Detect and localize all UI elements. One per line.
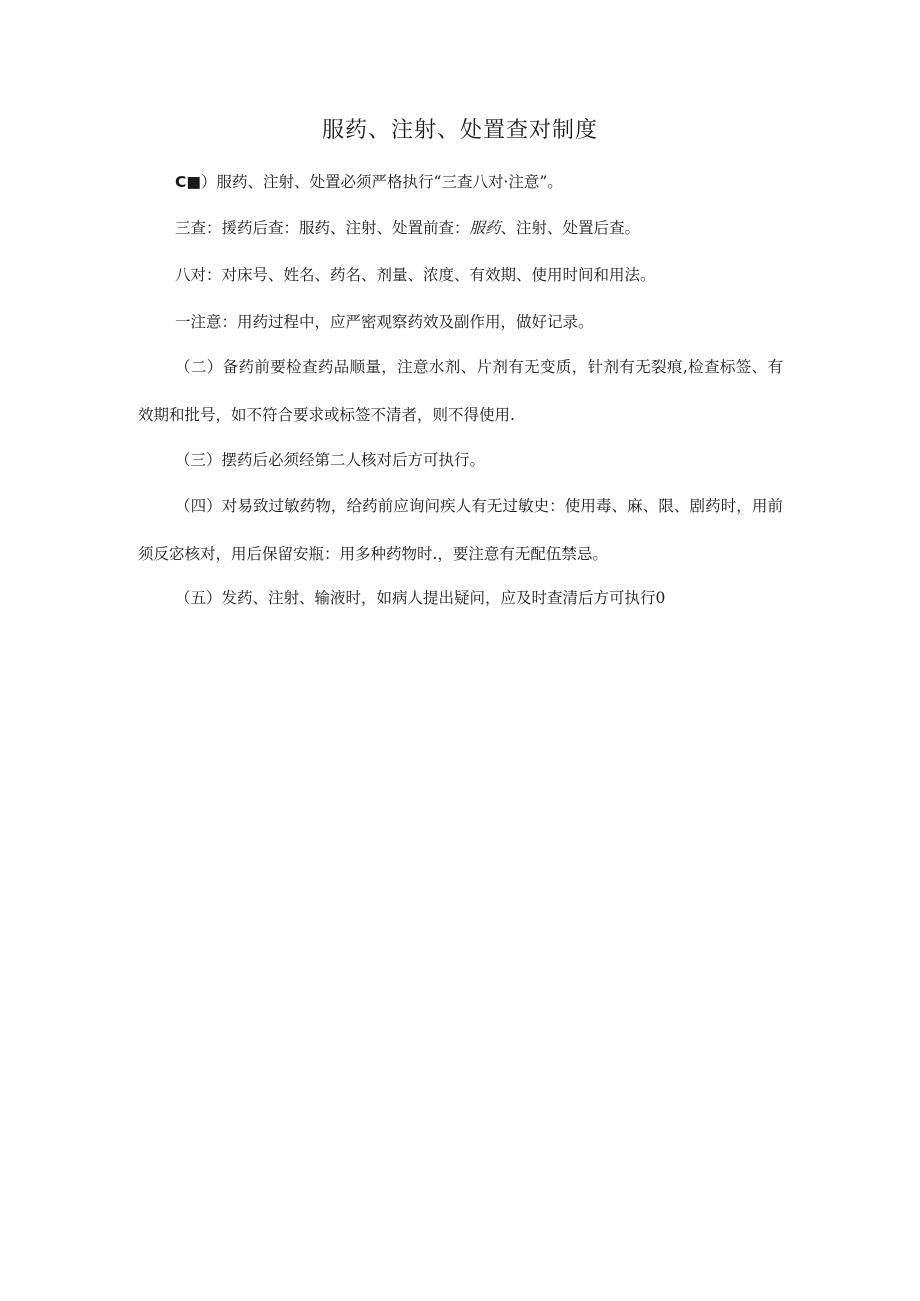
paragraph-6: （三）摆药后必须经第二人核对后方可执行。 — [175, 451, 486, 469]
paragraph-1 — [138, 158, 783, 206]
paragraph-5: （二）备药前要检查药品顺量，注意水剂、片剂有无变质，针剂有无裂痕,检查标签、有效期和批号，如不符合要求或标签不清者，则不得使用. — [138, 358, 783, 424]
paragraph-4: 一注意：用药过程中，应严密观察药效及副作用，做好记录。 — [175, 313, 594, 331]
paragraph-2-tail: 、注射、处置后查。 — [500, 219, 641, 237]
paragraph-3: 八对：对床号、姓名、药名、剂量、浓度、有效期、使用时间和用法。 — [175, 266, 656, 284]
document-title: 服药、注射、处置查对制度 — [321, 118, 598, 143]
paragraph-2 — [138, 204, 783, 252]
paragraph-1-prefix: C■ — [175, 173, 202, 191]
paragraph-8: （五）发药、注射、输液时，如病人提出疑问，应及时查清后方可执行0 — [175, 589, 666, 607]
paragraph-1-text: ）服药、注射、处置必须严格执行“三查八对·注意”。 — [201, 173, 563, 191]
paragraph-2-italic: 服药 — [469, 219, 501, 237]
paragraph-2-lead: 三查：援药后查：服药、注射、处置前查： — [175, 219, 470, 237]
paragraph-7: （四）对易致过敏药物，给药前应询问疾人有无过敏史：使用毒、麻、限、剧药时，用前须反宓核对，用后保留安瓶：用多种药物时.，要注意有无配伍禁忌。 — [138, 497, 783, 563]
